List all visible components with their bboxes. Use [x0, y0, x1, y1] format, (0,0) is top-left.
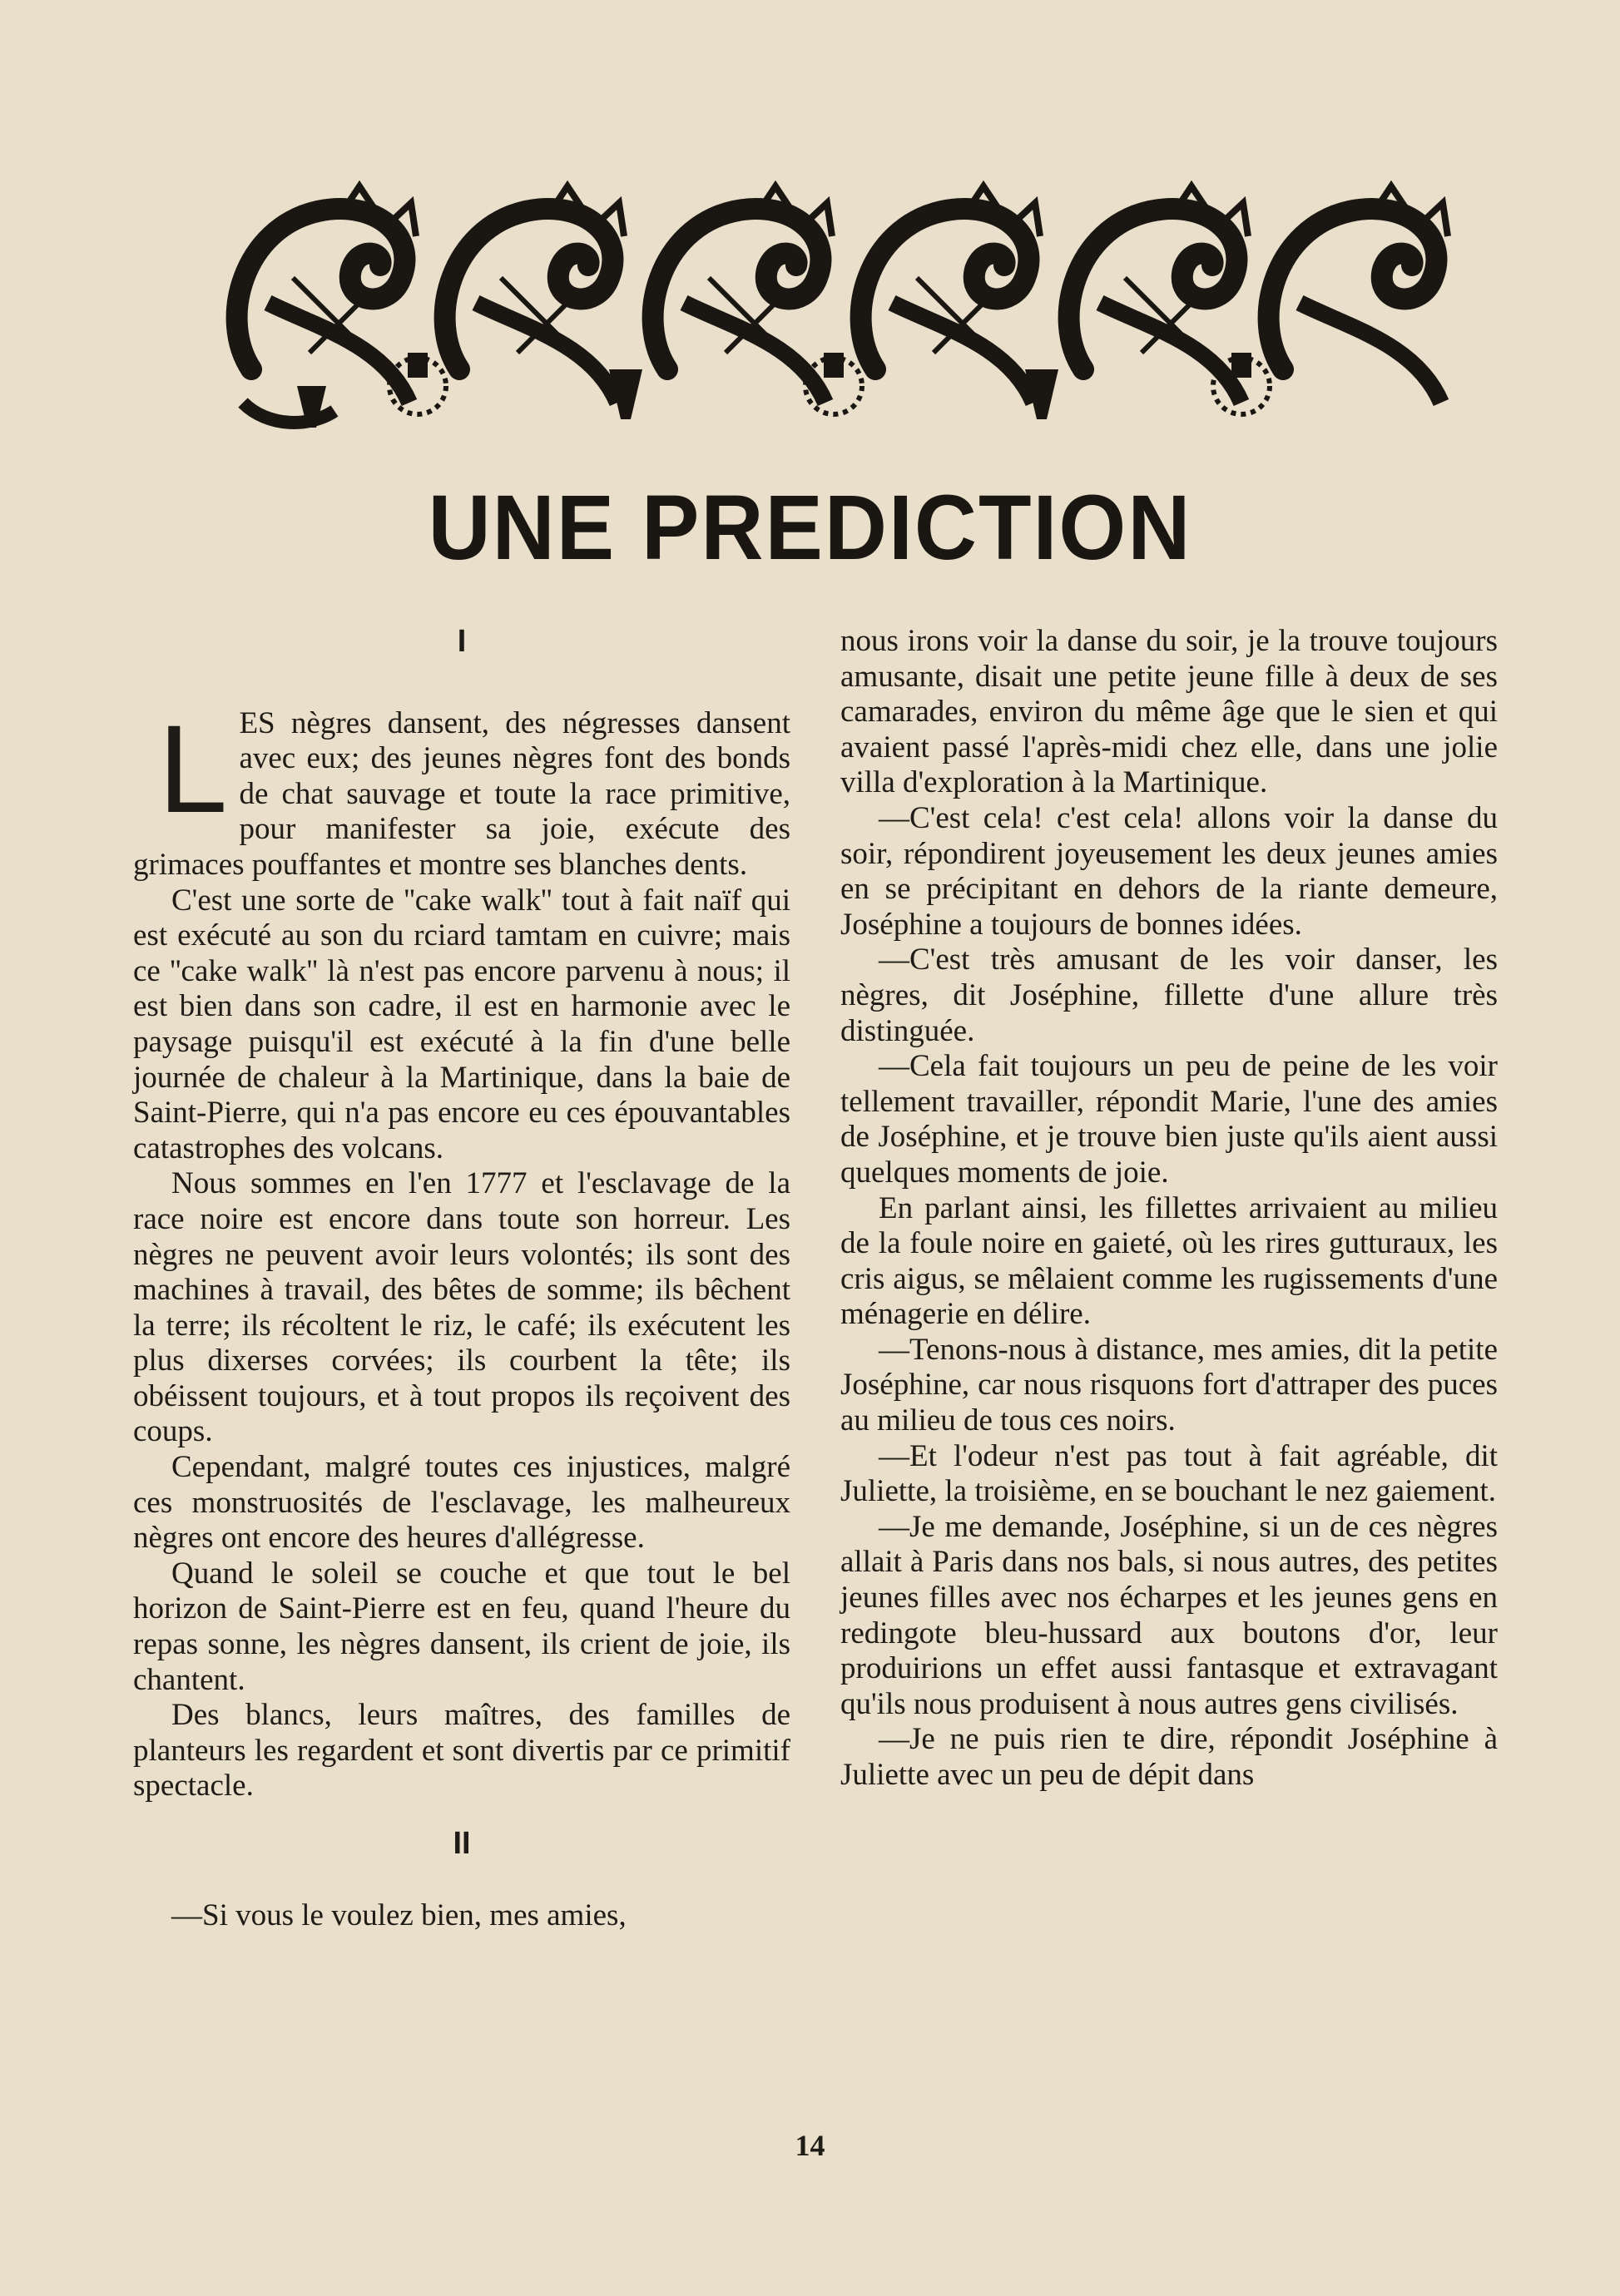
paragraph: —C'est très amusant de les voir danser, les nègres, dit Joséphine, fillette d'une allure très distinguée. [840, 943, 1498, 1048]
paragraph: nous irons voir la danse du soir, je la trouve toujours amusante, disait une petite jeune fille à deux de ses camarades, environ du même âge que le sien et qui avaient passé l'après-midi chez elle, dans une jolie villa d'exploration à la Martinique. [840, 624, 1498, 800]
paragraph: Cependant, malgré toutes ces injustices, malgré ces monstruosités de l'esclavage, les malheureux nègres ont encore des heures d'allégresse. [133, 1450, 790, 1556]
page-number: 14 [795, 2129, 825, 2162]
paragraph-text: ES nègres dansent, des négresses dansent avec eux; des jeunes nègres font des bonds de chat sauvage et toute la race primitive, pour manifester sa joie, exécute des grimaces pouffantes et montre ses blanches dents. [133, 705, 790, 882]
section-heading-1: I [457, 624, 467, 659]
paragraph [133, 698, 790, 883]
paragraph: —Je ne puis rien te dire, répondit Joséphine à Juliette avec un peu de dépit dans [840, 1722, 1498, 1792]
paragraph: Nous sommes en l'en 1777 et l'esclavage de la race noire est encore dans toute son horreur. Les nègres ne peuvent avoir leurs volontés; ils sont des machines à travail, des bêtes de somme; ils bêchent la terre; ils récoltent le riz, le café; ils exécutent les plus dixerses corvées; ils courbent la tête; ils obéissent toujours, et à tout propos ils reçoivent des coups. [133, 1166, 790, 1449]
drop-cap: L [158, 698, 228, 839]
ornamental-header-band [218, 178, 1458, 461]
right-column [840, 624, 1498, 1794]
ornament-motif-4 [805, 186, 1040, 414]
ornament-motif-3 [609, 186, 832, 419]
paragraph: —Tenons-nous à distance, mes amies, dit la petite Joséphine, car nous risquons fort d'attraper des puces au milieu de tous ces noirs. [840, 1332, 1498, 1438]
paragraph: Des blancs, leurs maîtres, des familles de planteurs les regardent et sont divertis par ce primitif spectacle. [133, 1698, 790, 1804]
paragraph: C'est une sorte de ''cake walk'' tout à fait naïf qui est exécuté au son du rciard tamtam en cuivre; mais ce ''cake walk'' là n'est pas encore parvenu à nous; il est bien dans son cadre, il est en harmonie avec le paysage puisqu'il est exécuté à la fin d'une belle journée de chaleur à la Martinique, dans la baie de Saint-Pierre, qui n'a pas encore eu ces épouvantables catastrophes des volcans. [133, 883, 790, 1165]
paragraph: En parlant ainsi, les fillettes arrivaient au milieu de la foule noire en gaieté, où les rires gutturaux, les cris aigus, se mêlaient comme les rugissements d'une ménagerie en délire. [840, 1190, 1498, 1332]
paragraph: —Si vous le voulez bien, mes amies, [171, 1898, 627, 1932]
paragraph: —Je me demande, Joséphine, si un de ces nègres allait à Paris dans nos bals, si nous autres, des petites jeunes filles avec nos écharpes et les jeunes gens en redingote bleu-hussard aux boutons d'or, leur produirions un effet aussi fantasque et extravagant qu'ils nous produisent à nous autres gens civilisés. [840, 1509, 1498, 1721]
paragraph: Quand le soleil se couche et que tout le bel horizon de Saint-Pierre est en feu, quand l'heure du repas sonne, les nègres dansent, ils crient de joie, ils chantent. [133, 1556, 790, 1697]
paragraph: —Et l'odeur n'est pas tout à fait agréable, dit Juliette, la troisième, en se bouchant le nez gaiement. [840, 1438, 1498, 1509]
paragraph: —C'est cela! c'est cela! allons voir la danse du soir, répondirent joyeusement les deux jeunes amies en se précipitant en dehors de la riante demeure, Joséphine a toujours de bonnes idées. [840, 800, 1498, 942]
ornament-motif-2 [389, 186, 624, 414]
section-heading-2: II [453, 1826, 471, 1861]
article-title: UNE PREDICTION [428, 477, 1192, 580]
paragraph: —Cela fait toujours un peu de peine de les voir tellement travailler, répondit Marie, l'une des amies de Joséphine, et je trouve bien juste qu'ils aient aussi quelques moments de joie. [840, 1049, 1498, 1190]
left-column [133, 624, 790, 1933]
